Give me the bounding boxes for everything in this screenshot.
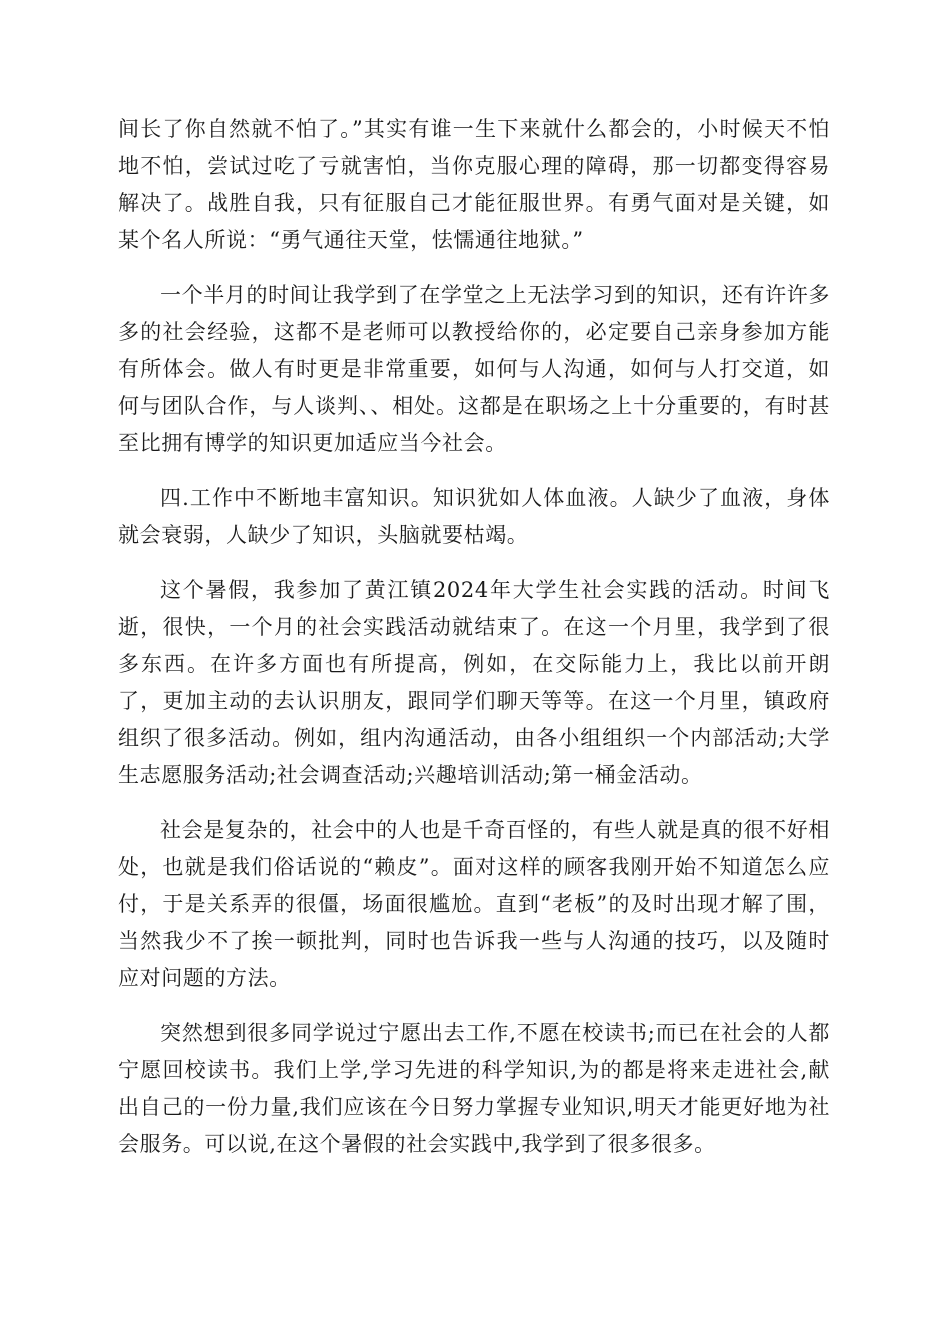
document-body xyxy=(118,111,830,1181)
paragraph-complex-society: 社会是复杂的，社会中的人也是千奇百怪的，有些人就是真的很不好相处，也就是我们俗话说的“赖皮”。面对这样的顾客我刚开始不知道怎么应付，于是关系弄的很僵，场面很尴尬。直到“老板”的及时出现才解了围，当然我少不了挨一顿批判，同时也告诉我一些与人沟通的技巧，以及随时应对问题的方法。 xyxy=(118,818,830,990)
paragraph-knowledge: 四.工作中不断地丰富知识。知识犹如人体血液。人缺少了血液，身体就会衰弱，人缺少了知识，头脑就要枯竭。 xyxy=(118,486,830,547)
paragraph-continuation: 间长了你自然就不怕了。”其实有谁一生下来就什么都会的，小时候天不怕地不怕，尝试过吃了亏就害怕，当你克服心理的障碍，那一切都变得容易解决了。战胜自我，只有征服自己才能征服世界。有勇气面对是关键，如某个名人所说：“勇气通往天堂，怯懦通往地狱。” xyxy=(118,117,830,252)
paragraph-summer-practice: 这个暑假，我参加了黄江镇2024年大学生社会实践的活动。时间飞逝，很快，一个月的社会实践活动就结束了。在这一个月里，我学到了很多东西。在许多方面也有所提高，例如，在交际能力上，我比以前开朗了，更加主动的去认识朋友，跟同学们聊天等等。在这一个月里，镇政府组织了很多活动。例如，组内沟通活动，由各小组组织一个内部活动;大学生志愿服务活动;社会调查活动;兴趣培训活动;第一桶金活动。 xyxy=(118,578,830,787)
paragraph-conclusion: 突然想到很多同学说过宁愿出去工作,不愿在校读书;而已在社会的人都宁愿回校读书。我们上学,学习先进的科学知识,为的都是将来走进社会,献出自己的一份力量,我们应该在今日努力掌握专业知识,明天才能更好地为社会服务。可以说,在这个暑假的社会实践中,我学到了很多很多。 xyxy=(118,1021,830,1156)
paragraph-social-experience: 一个半月的时间让我学到了在学堂之上无法学习到的知识，还有许许多多的社会经验，这都不是老师可以教授给你的，必定要自己亲身参加方能有所体会。做人有时更是非常重要，如何与人沟通，如何与人打交道，如何与团队合作，与人谈判、、相处。这都是在职场之上十分重要的，有时甚至比拥有博学的知识更加适应当今社会。 xyxy=(118,283,830,455)
